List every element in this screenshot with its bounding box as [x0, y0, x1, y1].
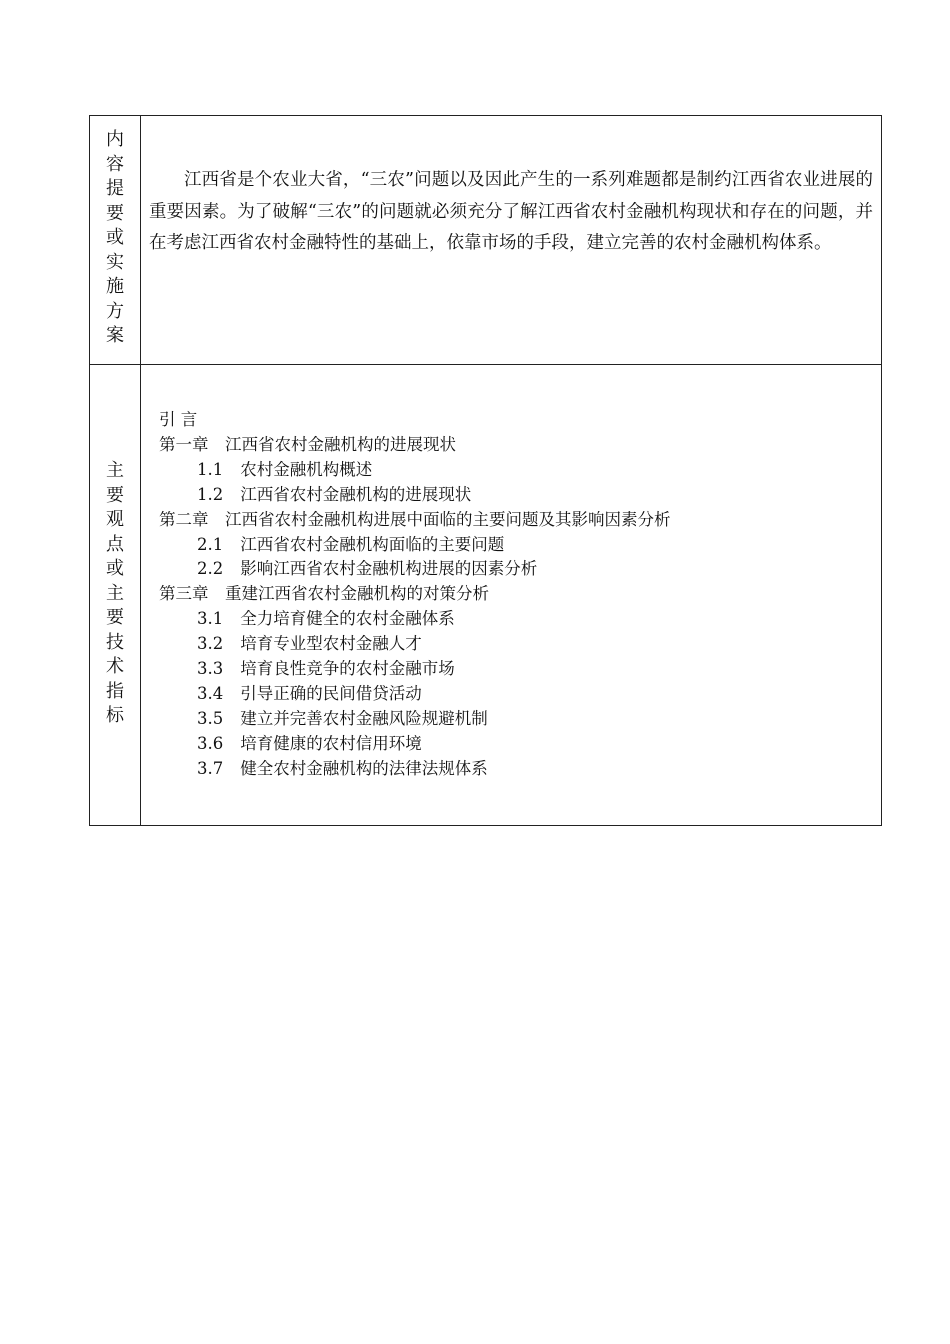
section-number: 3.2: [197, 634, 224, 654]
section-title: 培育良性竞争的农村金融市场: [240, 659, 455, 679]
outline-section-item: [159, 533, 881, 558]
chapter-number: 第一章: [159, 434, 209, 454]
chapter-number: 第三章: [159, 584, 209, 604]
section-number: 2.1: [197, 534, 224, 554]
section-number: 1.1: [197, 459, 224, 479]
section-title: 培育健康的农村信用环境: [240, 733, 422, 753]
outline-section-item: [159, 757, 881, 782]
summary-row: [90, 116, 882, 365]
section-title: 江西省农村金融机构的进展现状: [240, 484, 472, 504]
section-title: 健全农村金融机构的法律法规体系: [240, 758, 488, 778]
outline-section-item: [159, 607, 881, 632]
section-title: 影响江西省农村金融机构进展的因素分析: [240, 559, 538, 579]
chapter-number: 第二章: [159, 509, 209, 529]
chapter-title: 引 言: [159, 410, 198, 429]
outline-section-item: [159, 657, 881, 682]
summary-label: 内容提要或实施方案: [106, 129, 124, 346]
section-title: 培育专业型农村金融人才: [240, 634, 422, 654]
outline-section-item: [159, 707, 881, 732]
section-number: 1.2: [197, 484, 224, 504]
chapter-title: 江西省农村金融机构进展中面临的主要问题及其影响因素分析: [225, 509, 671, 529]
outline-chapter-item: [159, 508, 881, 533]
outline-section-item: [159, 632, 881, 657]
outline-label-cell: [90, 365, 141, 826]
outline-section-item: [159, 557, 881, 582]
section-number: 2.2: [197, 559, 224, 579]
summary-text: 江西省是个农业大省，“三农”问题以及因此产生的一系列难题都是制约江西省农业进展的重要因素。为了破解“三农”的问题就必须充分了解江西省农村金融机构现状和存在的问题，并在考虑江西省农村金融特性的基础上，依靠市场的手段，建立完善的农村金融机构体系。: [149, 170, 873, 253]
outline-content-cell: [141, 365, 882, 826]
section-number: 3.1: [197, 609, 224, 629]
section-title: 全力培育健全的农村金融体系: [240, 609, 455, 629]
section-number: 3.3: [197, 659, 224, 679]
section-title: 引导正确的民间借贷活动: [240, 683, 422, 703]
form-table: [89, 115, 882, 826]
outline-chapter-item: [159, 582, 881, 607]
section-number: 3.6: [197, 733, 224, 753]
section-title: 建立并完善农村金融风险规避机制: [240, 708, 488, 728]
outline-section-item: [159, 732, 881, 757]
summary-label-cell: [90, 116, 141, 365]
outline-section-item: [159, 483, 881, 508]
outline-list: [159, 408, 881, 782]
section-title: 农村金融机构概述: [240, 459, 373, 479]
section-number: 3.5: [197, 708, 224, 728]
outline-section-item: [159, 458, 881, 483]
outline-section-item: [159, 682, 881, 707]
section-number: 3.4: [197, 683, 224, 703]
chapter-title: 重建江西省农村金融机构的对策分析: [225, 584, 489, 604]
outline-row: [90, 365, 882, 826]
outline-chapter-item: [159, 408, 881, 433]
outline-chapter-item: [159, 433, 881, 458]
summary-content-cell: [141, 116, 882, 365]
outline-label: 主要观点或主要技术指标: [106, 460, 124, 726]
section-title: 江西省农村金融机构面临的主要问题: [240, 534, 505, 554]
section-number: 3.7: [197, 758, 224, 778]
chapter-title: 江西省农村金融机构的进展现状: [225, 434, 456, 454]
